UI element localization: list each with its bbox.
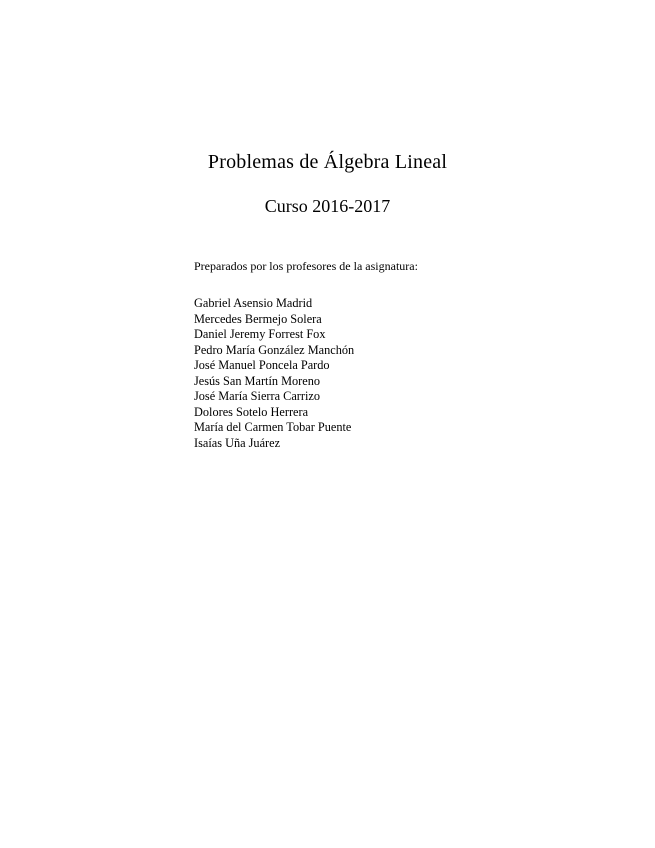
credits-intro: Preparados por los profesores de la asignatura: [194, 259, 418, 273]
credits-block [194, 258, 574, 467]
list-item: Gabriel Asensio Madrid [194, 296, 313, 311]
list-item: María del Carmen Tobar Puente [194, 420, 352, 435]
list-item: Dolores Sotelo Herrera [194, 404, 309, 419]
title-block [0, 150, 655, 218]
list-item: Pedro María González Manchón [194, 342, 355, 357]
page-subtitle: Curso 2016-2017 [264, 196, 391, 216]
list-item: José María Sierra Carrizo [194, 389, 320, 404]
list-item: José Manuel Poncela Pardo [194, 358, 330, 373]
page-title: Problemas de Álgebra Lineal [207, 151, 448, 173]
list-item: Mercedes Bermejo Solera [194, 311, 322, 326]
list-item: Daniel Jeremy Forrest Fox [194, 327, 326, 342]
list-item: Isaías Uña Juárez [194, 435, 281, 450]
author-list [194, 296, 574, 451]
list-item: Jesús San Martín Moreno [194, 373, 321, 388]
